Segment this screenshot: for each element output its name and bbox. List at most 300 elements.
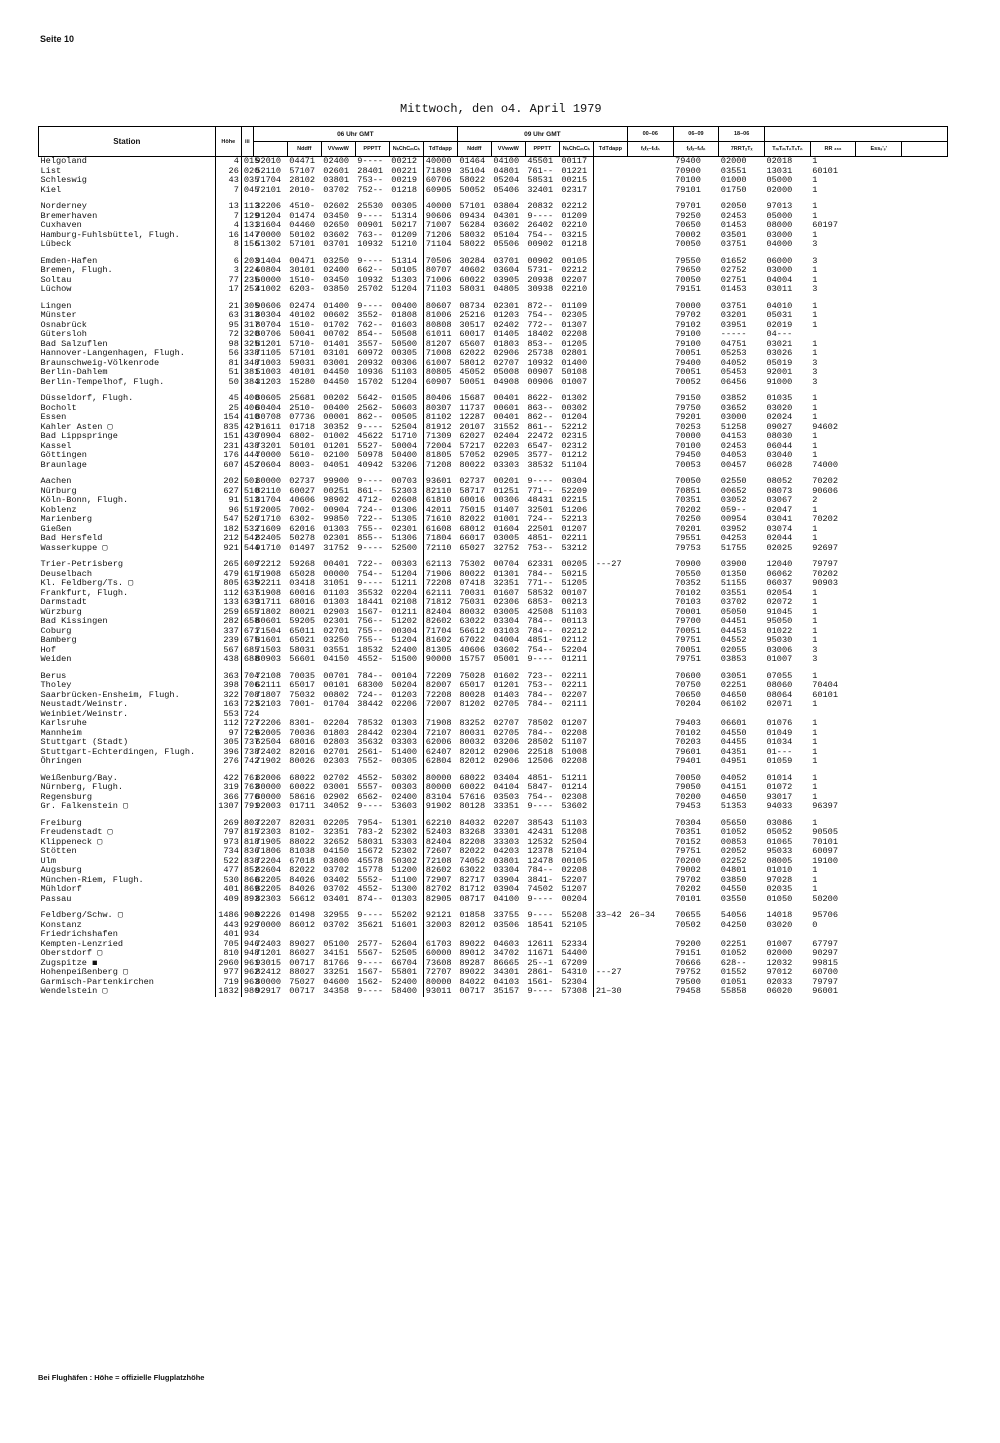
obs-cell: 1: [812, 338, 818, 349]
obs-cell: 70352: [675, 578, 701, 588]
obs-cell: 4712-: [357, 495, 384, 505]
obs-cell: 51303: [389, 276, 423, 286]
obs-cell: 61810: [425, 495, 452, 505]
obs-cell: 80028: [459, 689, 486, 700]
obs-cell: 81912: [425, 421, 452, 432]
obs-cell: 70550: [675, 568, 701, 579]
obs-cell: 32351: [323, 827, 350, 837]
obs-cell: 2: [812, 495, 818, 505]
obs-cell: 35621: [357, 919, 384, 930]
obs-cell: [593, 413, 627, 423]
obs-cell: 03602: [493, 644, 520, 655]
obs-cell: 1: [812, 616, 818, 626]
station-height: 239: [215, 636, 241, 646]
obs-cell: 50302: [389, 857, 423, 867]
station-name: Feldberg/Schw. ▢: [39, 904, 216, 921]
header-vvwww: VVwwW: [321, 142, 355, 157]
obs-cell: 13031: [766, 165, 793, 176]
station-height: 627: [215, 487, 241, 497]
obs-cell: 02404: [493, 431, 520, 441]
obs-cell: 2510-: [289, 402, 316, 413]
obs-cell: [593, 285, 627, 295]
obs-cell: 3841-: [527, 874, 554, 885]
obs-cell: 70050: [675, 274, 701, 285]
station-id: 532: [243, 523, 260, 534]
station-name: Bremen, Flugh.: [39, 266, 216, 276]
obs-cell: 18441: [357, 597, 384, 607]
obs-cell: 01076: [766, 718, 793, 728]
obs-cell: [627, 544, 673, 554]
obs-cell: 00906: [527, 376, 554, 387]
obs-cell: [593, 700, 627, 710]
obs-cell: 70655: [675, 910, 701, 920]
station-id: 929: [243, 919, 260, 930]
obs-cell: 79751: [675, 635, 701, 645]
obs-cell: 82110: [255, 485, 282, 496]
obs-cell: 40000: [425, 201, 452, 211]
station-name: Karlsruhe: [39, 719, 216, 729]
obs-cell: 60101: [812, 689, 838, 700]
obs-cell: 50508: [389, 330, 423, 340]
obs-cell: 03000: [766, 265, 793, 275]
obs-cell: 71908: [425, 718, 452, 728]
obs-cell: 25702: [357, 284, 384, 294]
obs-cell: 04600: [323, 976, 350, 987]
obs-cell: 22518: [527, 746, 554, 757]
obs-cell: 02000: [720, 156, 747, 166]
obs-cell: 35532: [357, 587, 384, 598]
station-id: 400: [243, 393, 260, 403]
station-name: Lingen: [39, 295, 216, 312]
station-id: 869: [243, 884, 260, 894]
obs-cell: [856, 276, 902, 286]
obs-cell: 70351: [675, 495, 701, 505]
obs-cell: 58717: [459, 485, 486, 496]
obs-cell: 03904: [493, 884, 520, 894]
obs-cell: 01803: [323, 727, 350, 738]
obs-cell: 04052: [720, 357, 747, 368]
obs-cell: [627, 432, 673, 442]
obs-cell: 45622: [357, 431, 384, 441]
obs-cell: 28442: [357, 727, 384, 738]
obs-cell: [627, 655, 673, 665]
obs-cell: 18532: [357, 644, 384, 655]
obs-cell: 70604: [255, 459, 282, 470]
obs-cell: 51202: [389, 617, 423, 627]
obs-cell: 01704: [323, 699, 350, 709]
obs-cell: 72007: [425, 699, 452, 709]
obs-cell: 79601: [675, 746, 701, 757]
obs-cell: 9----: [527, 476, 554, 486]
station-height: 6: [215, 250, 241, 267]
station-height: 2960: [215, 959, 241, 969]
obs-cell: 03751: [720, 239, 747, 249]
header-tmtn: TₘTₘTₙTₙTₙ: [764, 142, 810, 157]
obs-cell: 00717: [459, 986, 486, 996]
obs-cell: 06456: [720, 376, 747, 387]
obs-cell: 82604: [255, 865, 282, 875]
station-id: 671: [243, 625, 260, 636]
obs-cell: 02305: [559, 311, 593, 321]
station-id: 737: [243, 737, 260, 747]
header-ppptt: PPPTT: [355, 142, 389, 157]
obs-cell: 75032: [289, 689, 316, 700]
obs-cell: 57308: [559, 987, 593, 997]
obs-cell: 03604: [493, 265, 520, 275]
obs-cell: 70202: [675, 504, 701, 515]
obs-cell: 70250: [675, 514, 701, 524]
obs-cell: 62022: [459, 348, 486, 358]
station-id: 438: [243, 440, 260, 451]
obs-cell: 03250: [323, 255, 350, 266]
station-name: Klippeneck ▢: [39, 838, 216, 848]
obs-cell: 50215: [559, 570, 593, 580]
obs-cell: 12287: [459, 412, 486, 422]
obs-cell: 90606: [812, 485, 838, 496]
obs-cell: 32351: [493, 578, 520, 588]
obs-cell: 8102-: [289, 827, 316, 837]
obs-cell: 02906: [493, 348, 520, 358]
station-name: Wendelstein ▢: [39, 987, 216, 997]
obs-cell: 52302: [389, 847, 423, 857]
station-id: 224: [243, 265, 260, 275]
obs-cell: 1: [812, 865, 818, 875]
obs-cell: 50101: [289, 440, 316, 451]
obs-cell: 01602: [493, 670, 520, 681]
station-name: Cuxhaven: [39, 221, 216, 231]
obs-cell: 71908: [255, 568, 282, 579]
obs-cell: 50978: [357, 450, 384, 460]
station-name: Aachen: [39, 470, 216, 487]
obs-cell: [856, 404, 902, 414]
station-id: 815: [243, 827, 260, 837]
obs-cell: 4851-: [527, 635, 554, 645]
obs-cell: 04550: [720, 884, 747, 894]
obs-cell: 771--: [527, 485, 554, 496]
station-name: Mannheim: [39, 729, 216, 739]
obs-cell: [627, 451, 673, 461]
obs-cell: 03702: [323, 184, 350, 195]
obs-cell: 3: [812, 255, 818, 266]
obs-cell: 51100: [389, 876, 423, 886]
obs-cell: 04455: [720, 737, 747, 747]
obs-cell: 00213: [559, 598, 593, 608]
obs-cell: [593, 719, 627, 729]
obs-cell: 65011: [289, 625, 316, 636]
obs-cell: 34052: [323, 801, 350, 811]
obs-cell: 50052: [459, 184, 486, 195]
obs-cell: 79458: [675, 986, 701, 996]
obs-cell: 82012: [459, 756, 486, 766]
station-name: Kl. Feldberg/Ts. ▢: [39, 579, 216, 589]
obs-cell: 724--: [357, 689, 384, 700]
obs-cell: 25738: [527, 348, 554, 358]
obs-cell: 33251: [323, 967, 350, 977]
obs-cell: 00107: [559, 589, 593, 599]
obs-cell: [627, 940, 673, 950]
station-id: 320: [243, 329, 260, 339]
obs-cell: [856, 349, 902, 359]
obs-cell: 92010: [255, 156, 282, 166]
obs-cell: 1: [812, 431, 818, 441]
obs-cell: 02212: [559, 266, 593, 276]
obs-cell: 05253: [720, 348, 747, 358]
obs-cell: 73201: [255, 440, 282, 451]
obs-cell: 01007: [766, 938, 793, 949]
obs-cell: 33303: [493, 836, 520, 847]
obs-cell: 01007: [766, 654, 793, 664]
obs-cell: 04471: [289, 156, 316, 166]
obs-cell: 03051: [720, 670, 747, 681]
obs-cell: 03904: [493, 874, 520, 885]
obs-cell: 09434: [459, 210, 486, 221]
station-id: 946: [243, 938, 260, 949]
obs-cell: 7002-: [289, 504, 316, 515]
obs-cell: 80021: [289, 606, 316, 617]
obs-cell: 52213: [559, 515, 593, 525]
obs-cell: 08005: [766, 855, 793, 866]
obs-cell: 02025: [766, 542, 793, 553]
obs-cell: 00704: [493, 559, 520, 569]
obs-cell: 51314: [389, 250, 423, 267]
obs-cell: 92001: [766, 367, 793, 377]
station-id: 639: [243, 597, 260, 607]
obs-cell: [593, 738, 627, 748]
station-name: Berus: [39, 665, 216, 682]
obs-cell: ---27: [595, 559, 622, 569]
obs-cell: 32401: [527, 184, 554, 195]
obs-cell: 34301: [493, 967, 520, 977]
obs-cell: [627, 340, 673, 350]
obs-cell: 50217: [389, 221, 423, 231]
obs-cell: [627, 646, 673, 656]
obs-cell: [856, 413, 902, 423]
obs-cell: 51300: [389, 885, 423, 895]
station-height: 95: [215, 321, 241, 331]
obs-cell: 02906: [493, 746, 520, 757]
header-dewpoint: TdTdapp: [423, 142, 457, 157]
obs-cell: 03551: [720, 587, 747, 598]
obs-cell: 52505: [389, 949, 423, 959]
obs-cell: 57217: [459, 440, 486, 451]
station-id: 961: [243, 957, 260, 968]
obs-cell: 92121: [425, 910, 452, 920]
obs-cell: 01652: [720, 255, 747, 266]
obs-cell: 51205: [559, 579, 593, 589]
obs-cell: 30517: [459, 319, 486, 330]
station-height: 112: [215, 719, 241, 729]
station-height: 1832: [215, 987, 241, 997]
obs-cell: [593, 838, 627, 848]
obs-cell: 02550: [720, 476, 747, 486]
obs-cell: 05008: [493, 367, 520, 377]
station-name: Hannover-Langenhagen, Flugh.: [39, 349, 216, 359]
obs-cell: [627, 828, 673, 838]
station-id: 791: [243, 801, 260, 811]
obs-cell: 01302: [559, 387, 593, 404]
obs-cell: 79453: [675, 801, 701, 811]
obs-cell: 15672: [357, 846, 384, 856]
obs-cell: 00113: [559, 617, 593, 627]
station-height: 398: [215, 681, 241, 691]
station-name: Mühldorf: [39, 885, 216, 895]
obs-cell: 83268: [459, 827, 486, 837]
obs-cell: 01405: [493, 329, 520, 339]
obs-cell: [627, 387, 673, 404]
obs-cell: 1: [812, 210, 818, 221]
obs-cell: 15778: [357, 865, 384, 875]
obs-cell: [627, 636, 673, 646]
station-name: Bad Kissingen: [39, 617, 216, 627]
obs-cell: 70000: [255, 229, 282, 240]
obs-cell: 79550: [675, 255, 701, 266]
obs-cell: 86012: [289, 919, 316, 930]
obs-cell: 31604: [255, 220, 282, 230]
obs-cell: 53303: [389, 838, 423, 848]
obs-cell: 79150: [675, 393, 701, 403]
obs-cell: 61608: [425, 523, 452, 534]
obs-cell: 99900: [323, 476, 350, 486]
obs-cell: 70000: [675, 431, 701, 441]
obs-cell: 80000: [255, 782, 282, 792]
obs-cell: 02902: [323, 791, 350, 802]
obs-cell: 00105: [559, 857, 593, 867]
obs-cell: 81202: [459, 699, 486, 709]
obs-cell: 04103: [493, 976, 520, 987]
obs-cell: 00505: [389, 413, 423, 423]
obs-cell: 01---: [766, 746, 793, 757]
table-row: [39, 757, 948, 767]
obs-cell: 9----: [357, 476, 384, 486]
obs-cell: [593, 655, 627, 665]
obs-cell: 02215: [559, 496, 593, 506]
obs-cell: 91902: [425, 801, 452, 811]
obs-cell: [856, 285, 902, 295]
obs-cell: 34358: [323, 986, 350, 996]
obs-cell: [627, 321, 673, 331]
obs-cell: 01808: [389, 311, 423, 321]
obs-cell: 04650: [720, 689, 747, 700]
station-name: Hof: [39, 646, 216, 656]
obs-cell: 82412: [255, 967, 282, 977]
obs-cell: 862--: [357, 412, 384, 422]
obs-cell: 03702: [720, 597, 747, 607]
obs-cell: 52302: [389, 828, 423, 838]
obs-cell: 2562-: [357, 402, 384, 413]
obs-cell: 05052: [766, 827, 793, 837]
obs-cell: 93017: [766, 791, 793, 802]
obs-cell: 02705: [493, 699, 520, 709]
header-station: Station: [39, 127, 216, 157]
obs-cell: 50603: [389, 404, 423, 414]
obs-cell: 30352: [323, 421, 350, 432]
obs-cell: 04---: [766, 329, 793, 339]
obs-cell: 04801: [493, 165, 520, 176]
obs-cell: 01718: [289, 421, 316, 432]
obs-cell: 70204: [675, 699, 701, 709]
obs-cell: 90606: [425, 210, 452, 221]
obs-cell: 01014: [766, 772, 793, 783]
station-id: 704: [243, 670, 260, 681]
obs-cell: [810, 710, 856, 720]
obs-cell: [627, 729, 673, 739]
obs-cell: 40942: [357, 459, 384, 470]
obs-cell: 25530: [357, 201, 384, 211]
obs-cell: [627, 378, 673, 388]
obs-cell: 72403: [255, 938, 282, 949]
header-gust-1: fₓfₓ–fₙfₙ: [627, 142, 673, 157]
obs-cell: 01350: [720, 568, 747, 579]
obs-cell: 1: [812, 597, 818, 607]
obs-cell: 70050: [675, 239, 701, 249]
station-id: 763: [243, 782, 260, 792]
obs-cell: 79797: [812, 976, 838, 987]
obs-cell: 02207: [559, 276, 593, 286]
station-name: Norderney: [39, 195, 216, 212]
obs-cell: 03026: [766, 348, 793, 358]
obs-cell: 51258: [720, 421, 747, 432]
obs-cell: 05019: [766, 357, 793, 368]
obs-cell: 55208: [559, 904, 593, 921]
obs-cell: 02601: [323, 165, 350, 176]
obs-cell: [856, 904, 902, 921]
obs-cell: 80128: [459, 801, 486, 811]
station-id: 852: [243, 865, 260, 875]
obs-cell: 03006: [766, 644, 793, 655]
obs-cell: 71309: [425, 431, 452, 441]
obs-cell: 51908: [255, 587, 282, 598]
station-name: Passau: [39, 895, 216, 905]
station-id: 325: [243, 338, 260, 349]
obs-cell: 65021: [289, 635, 316, 645]
obs-cell: 62504: [255, 737, 282, 747]
station-height: 4: [215, 221, 241, 231]
obs-cell: 70051: [675, 348, 701, 358]
obs-cell: 98902: [323, 495, 350, 505]
obs-cell: 51305: [389, 515, 423, 525]
obs-cell: 32652: [323, 836, 350, 847]
obs-cell: [856, 423, 902, 433]
obs-cell: 40602: [459, 265, 486, 275]
obs-cell: 71704: [425, 625, 452, 636]
obs-cell: 9----: [527, 801, 554, 811]
station-height: 72: [215, 330, 241, 340]
station-id: 515: [243, 504, 260, 515]
table-row: [39, 387, 948, 404]
obs-cell: 62210: [425, 817, 452, 828]
obs-cell: 6853-: [527, 597, 554, 607]
obs-cell: 40101: [289, 367, 316, 377]
obs-cell: [593, 783, 627, 793]
station-height: 96: [215, 506, 241, 516]
obs-cell: 51104: [559, 461, 593, 471]
table-row: [39, 186, 948, 196]
station-id: 980: [243, 986, 260, 996]
obs-cell: 32206: [255, 201, 282, 211]
obs-cell: 9----: [357, 910, 384, 920]
obs-cell: [627, 665, 673, 682]
obs-cell: [627, 461, 673, 471]
obs-cell: 81207: [425, 338, 452, 349]
obs-cell: 01307: [559, 321, 593, 331]
station-height: 734: [215, 847, 241, 857]
obs-cell: [593, 423, 627, 433]
obs-cell: 70202: [675, 884, 701, 894]
obs-cell: [627, 231, 673, 241]
obs-cell: [627, 757, 673, 767]
obs-cell: 01306: [389, 506, 423, 516]
obs-cell: 03020: [766, 402, 793, 413]
